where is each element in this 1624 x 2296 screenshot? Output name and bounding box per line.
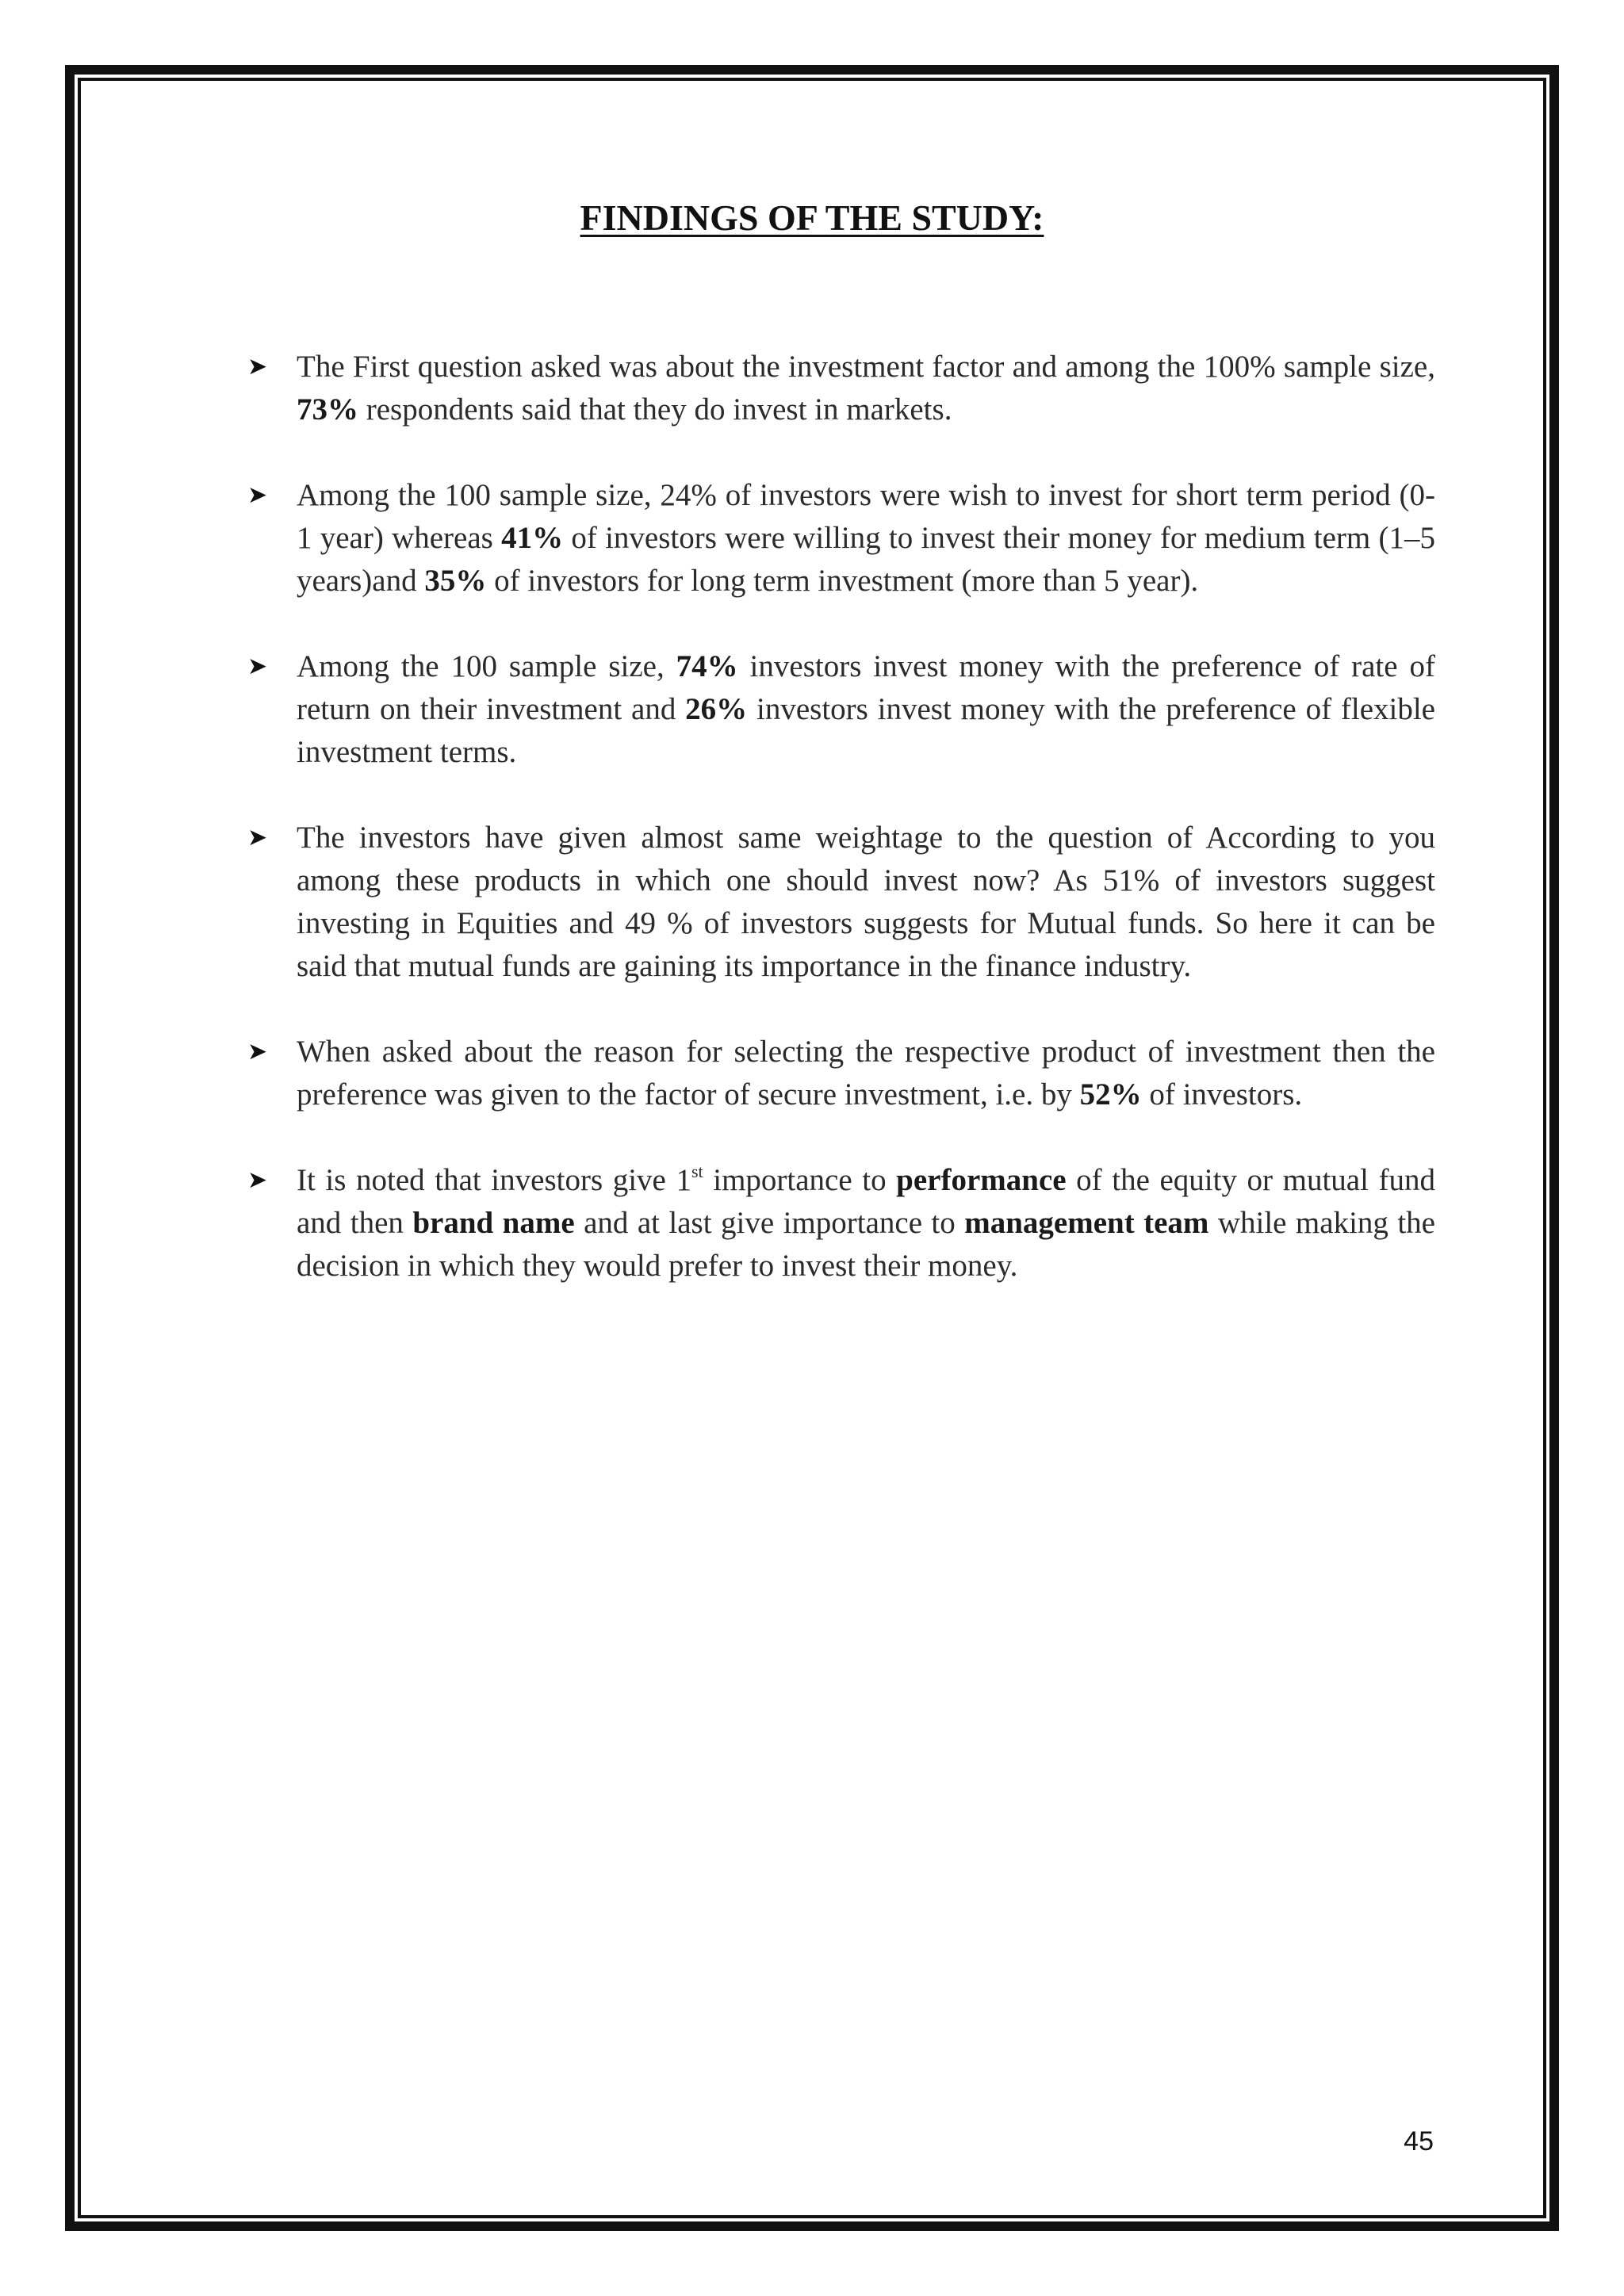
text-run: investors invest money with the preference of flexible investment terms.: [297, 692, 1435, 769]
arrowhead-bullet-icon: ➤: [247, 652, 268, 680]
text-run: When asked about the reason for selecting the respective product of investment then the preference was given to the factor of secure investment, i.e. by: [297, 1035, 1435, 1112]
finding-text: [297, 478, 1435, 598]
finding-text: [297, 821, 1435, 983]
text-run: of investors.: [1141, 1077, 1303, 1112]
finding-text: [297, 1163, 1435, 1283]
text-run: investors invest money with the preference of rate of return on their investment and: [297, 649, 1435, 726]
ordinal-superscript: st: [691, 1161, 703, 1181]
highlight-percentage: 26%: [685, 692, 748, 726]
text-run: respondents said that they do invest in markets.: [358, 392, 952, 427]
findings-list: [247, 346, 1435, 1330]
finding-item: [247, 1159, 1435, 1288]
text-run: It is noted that investors give 1: [297, 1163, 691, 1197]
text-run: of investors for long term investment (more than 5 year).: [486, 564, 1199, 598]
text-run: Among the 100 sample size,: [297, 649, 676, 683]
text-run: and at last give importance to: [574, 1206, 965, 1240]
text-run: importance to: [703, 1163, 897, 1197]
finding-item: [247, 474, 1435, 603]
arrowhead-bullet-icon: ➤: [247, 1038, 268, 1066]
finding-item: [247, 645, 1435, 774]
finding-text: [297, 649, 1435, 769]
text-run: of the equity or mutual fund and then: [297, 1163, 1436, 1240]
text-run: The investors have given almost same weightage to the question of According to you among these products in which one should invest now? As 51% of investors suggest investing in Equities and 49 % of investors suggests for Mutual funds. So here it can be said that mutual funds are gaining its importance in the finance industry.: [297, 821, 1435, 983]
finding-item: [247, 346, 1435, 431]
highlight-term: brand name: [412, 1206, 575, 1240]
finding-item: [247, 817, 1435, 988]
arrowhead-bullet-icon: ➤: [247, 353, 268, 381]
highlight-percentage: 73%: [297, 392, 358, 427]
text-run: Among the 100 sample size, 24% of investors were wish to invest for short term period (0-1 year) whereas: [297, 478, 1435, 555]
arrowhead-bullet-icon: ➤: [247, 824, 268, 851]
highlight-term: performance: [896, 1163, 1067, 1197]
highlight-percentage: 41%: [501, 521, 564, 555]
page-number: 45: [1404, 2126, 1434, 2156]
arrowhead-bullet-icon: ➤: [247, 481, 268, 509]
text-run: of investors were willing to invest their money for medium term (1–5 years)and: [297, 521, 1435, 598]
highlight-term: management team: [964, 1206, 1209, 1240]
text-run: while making the decision in which they would prefer to invest their money.: [297, 1206, 1435, 1283]
highlight-percentage: 52%: [1079, 1077, 1142, 1112]
page-title: FINDINGS OF THE STUDY:: [580, 197, 1044, 238]
highlight-percentage: 35%: [424, 564, 487, 598]
finding-text: [297, 1035, 1435, 1112]
highlight-percentage: 74%: [676, 649, 738, 683]
finding-item: [247, 1031, 1435, 1116]
finding-text: [297, 350, 1435, 427]
arrowhead-bullet-icon: ➤: [247, 1166, 268, 1194]
text-run: The First question asked was about the investment factor and among the 100% sample size,: [297, 350, 1435, 384]
